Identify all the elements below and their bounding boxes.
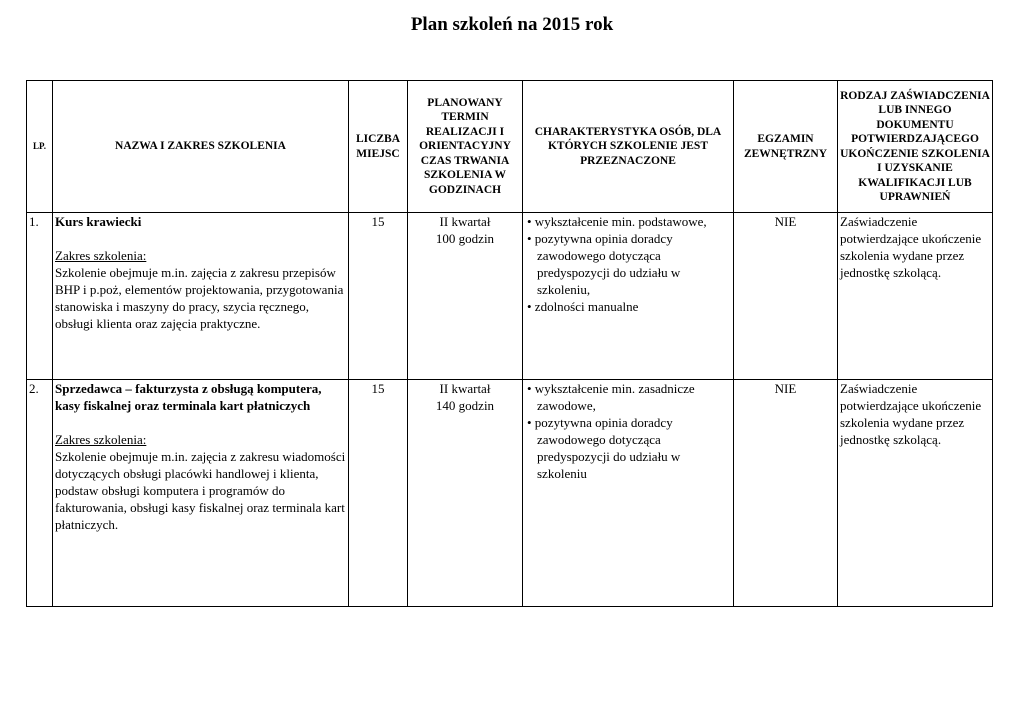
row-certificate: Zaświadczenie potwierdzające ukończenie szkolenia wydane przez jednostkę szkolącą. — [838, 213, 993, 380]
list-item: • wykształcenie min. podstawowe, — [527, 214, 707, 229]
row-name-cell — [53, 213, 349, 380]
row-certificate: Zaświadczenie potwierdzające ukończenie szkolenia wydane przez jednostkę szkolącą. — [838, 380, 993, 607]
header-term: PLANOWANY TERMIN REALIZACJI I ORIENTACYJNY CZAS TRWANIA SZKOLENIA W GODZINACH — [408, 81, 523, 213]
table-row — [27, 380, 993, 607]
header-lp: LP. — [27, 81, 53, 213]
row-seats: 15 — [349, 213, 408, 380]
requirements-list — [525, 380, 731, 482]
list-item: • pozytywna opinia doradcy zawodowego dotycząca predyspozycji do udziału w szkoleniu, — [527, 231, 681, 297]
requirements-list — [525, 213, 731, 315]
term-quarter: II kwartał — [439, 381, 491, 396]
term-hours: 100 godzin — [435, 231, 495, 246]
header-seats: LICZBA MIEJSC — [349, 81, 408, 213]
table-header-row — [27, 81, 993, 213]
term-hours: 140 godzin — [435, 398, 495, 413]
scope-text: Szkolenie obejmuje m.in. zajęcia z zakresu przepisów BHP i p.poż, elementów projektowania, przygotowania stanowiska i maszyny do pracy, szycia ręcznego, obsługi klienta oraz zajęcia praktyczne. — [55, 265, 344, 331]
list-item: • pozytywna opinia doradcy zawodowego dotycząca predyspozycji do udziału w szkoleniu — [527, 415, 681, 481]
row-name-cell — [53, 380, 349, 607]
scope-label: Zakres szkolenia: — [55, 248, 147, 263]
scope-text: Szkolenie obejmuje m.in. zajęcia z zakresu wiadomości dotyczących obsługi placówki handlowej i klienta, podstaw obsługi komputera i programów do fakturowania, obsługi kasy fiskalnej oraz terminala kart płatniczych. — [55, 449, 346, 532]
header-certificate: RODZAJ ZAŚWIADCZENIA LUB INNEGO DOKUMENTU POTWIERDZAJĄCEGO UKOŃCZENIE SZKOLENIA I UZYSKANIE KWALIFIKACJI LUB UPRAWNIEŃ — [838, 81, 993, 213]
training-name: Kurs krawiecki — [55, 214, 142, 229]
page-title: Plan szkoleń na 2015 rok — [410, 14, 614, 35]
row-exam: NIE — [734, 380, 838, 607]
table-row — [27, 213, 993, 380]
row-seats: 15 — [349, 380, 408, 607]
list-item: • wykształcenie min. zasadnicze zawodowe, — [527, 381, 695, 413]
scope-label: Zakres szkolenia: — [55, 432, 147, 447]
header-name: NAZWA I ZAKRES SZKOLENIA — [53, 81, 349, 213]
list-item: • zdolności manualne — [527, 299, 639, 314]
row-exam: NIE — [734, 213, 838, 380]
row-lp: 2. — [27, 380, 53, 607]
term-quarter: II kwartał — [439, 214, 491, 229]
row-lp: 1. — [27, 213, 53, 380]
row-target-cell — [523, 380, 734, 607]
row-term-cell — [408, 213, 523, 380]
training-plan-table — [26, 80, 993, 607]
training-name: Sprzedawca – fakturzysta z obsługą komputera, kasy fiskalnej oraz terminala kart płatniczych — [55, 381, 322, 413]
header-exam: EGZAMIN ZEWNĘTRZNY — [734, 81, 838, 213]
header-target: CHARAKTERYSTYKA OSÓB, DLA KTÓRYCH SZKOLENIE JEST PRZEZNACZONE — [523, 81, 734, 213]
row-term-cell — [408, 380, 523, 607]
row-target-cell — [523, 213, 734, 380]
